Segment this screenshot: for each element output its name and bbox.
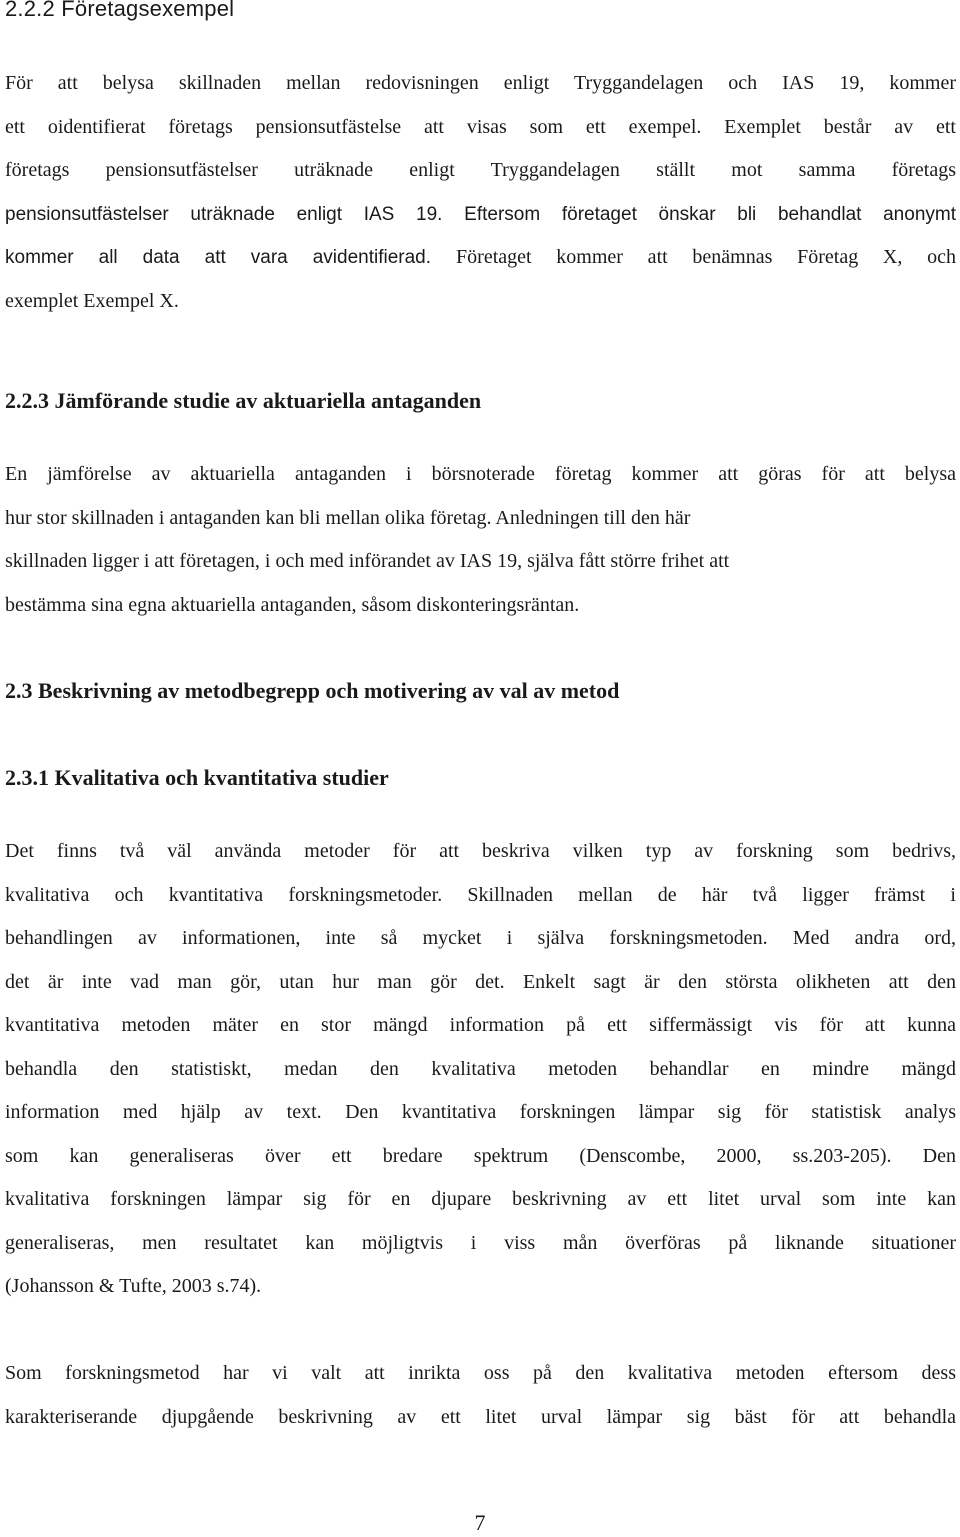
text-line: det är inte vad man gör, utan hur man gör det. Enkelt sagt är den största olikheten att den: [5, 970, 956, 993]
heading-2-3: 2.3 Beskrivning av metodbegrepp och motivering av val av metod: [5, 678, 620, 703]
text-line: behandla den statistiskt, medan den kvalitativa metoden behandlar en mindre mängd: [5, 1057, 956, 1080]
text-line: information med hjälp av text. Den kvantitativa forskningen lämpar sig för statistisk analys: [5, 1101, 956, 1123]
text-segment: företags pensionsutfästelser uträknade enligt Tryggandelagen ställt mot samma företags: [5, 159, 956, 181]
text-segment: skillnaden ligger i att företagen, i och med införandet av IAS 19, själva fått större frihet att: [5, 550, 730, 572]
text-line: Det finns två väl använda metoder för att beskriva vilken typ av forskning som bedrivs,: [5, 840, 956, 862]
text-segment: pensionsutfästelser uträknade enligt IAS 19.: [5, 203, 465, 225]
text-segment: bestämma sina egna aktuariella antaganden, såsom diskonteringsräntan.: [5, 593, 580, 616]
text-line: [5, 453, 956, 497]
text-line: som kan generaliseras över ett bredare spektrum (Denscombe, 2000, ss.203-205). Den: [5, 1144, 956, 1167]
text-line: [5, 280, 956, 324]
text-line: karakteriserande djupgående beskrivning av ett litet urval lämpar sig bäst för att behandla: [5, 1405, 956, 1428]
text-segment: En jämförelse av aktuariella antaganden i börsnoterade företag kommer att göras för att belysa: [5, 463, 956, 485]
text-segment: Företaget kommer att benämnas Företag X, och: [456, 246, 956, 268]
text-line: [5, 106, 956, 150]
text-line: kvantitativa metoden mäter en stor mängd information på ett siffermässigt vis för att kunna: [5, 1014, 956, 1036]
paragraph-2-3-1-a: [5, 830, 956, 1309]
text-segment: Eftersom företaget önskar bli behandlat anonymt: [464, 203, 956, 225]
text-line: [5, 149, 956, 193]
text-line: [5, 62, 956, 106]
text-segment: hur stor skillnaden i antaganden kan bli mellan olika företag. Anledningen till den här: [5, 506, 691, 529]
text-line: Som forskningsmetod har vi valt att inrikta oss på den kvalitativa metoden eftersom dess: [5, 1362, 956, 1384]
page-number: 7: [474, 1510, 486, 1535]
text-segment: ett oidentifierat företags pensionsutfästelse att visas som ett exempel. Exemplet består av ett: [5, 115, 956, 138]
paragraph-2-3-1-b: [5, 1352, 956, 1439]
text-segment: kommer all data att vara avidentifierad.: [5, 247, 457, 268]
paragraph-2-2-3: [5, 453, 956, 627]
paragraph-2-2-2: [5, 62, 956, 323]
text-line: (Johansson & Tufte, 2003 s.74).: [5, 1275, 262, 1297]
text-line: [5, 497, 956, 541]
text-line: kvalitativa och kvantitativa forskningsmetoder. Skillnaden mellan de här två ligger främst i: [5, 883, 956, 906]
heading-2-2-2: 2.2.2 Företagsexempel: [5, 0, 235, 21]
text-line: kvalitativa forskningen lämpar sig för en djupare beskrivning av ett litet urval som inte kan: [5, 1188, 956, 1210]
text-segment: exemplet Exempel X.: [5, 289, 179, 312]
text-line: behandlingen av informationen, inte så mycket i själva forskningsmetoden. Med andra ord,: [5, 927, 956, 949]
text-line: [5, 236, 956, 280]
heading-2-2-3: 2.2.3 Jämförande studie av aktuariella antaganden: [5, 388, 482, 413]
text-line: [5, 540, 956, 584]
text-line: [5, 584, 956, 628]
text-line: generaliseras, men resultatet kan möjligtvis i viss mån överföras på liknande situationer: [5, 1231, 956, 1254]
heading-2-3-1: 2.3.1 Kvalitativa och kvantitativa studier: [5, 765, 389, 790]
text-line: [5, 193, 956, 237]
text-segment: För att belysa skillnaden mellan redovisningen enligt Tryggandelagen och IAS 19, kommer: [5, 72, 956, 94]
